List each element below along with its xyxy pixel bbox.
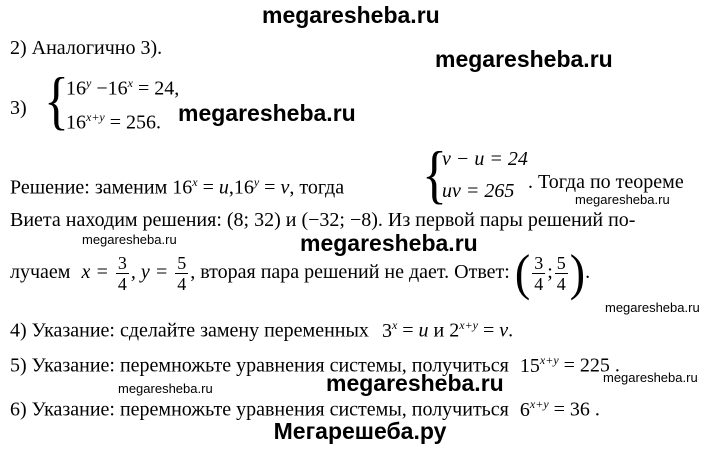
item-2-text: 2) Аналогично 3). [10,37,163,59]
solution-line-1: Решение: заменим $16^x = u,16^y = v$, тогда [10,175,345,199]
item-4-text: 4) Указание: сделайте замену переменных $3^x = u$ и $2^{x+y} = v$. [10,318,514,342]
item-6-text: 6) Указание: перемножьте уравнения системы, получиться $6^{x+y} = 36$ . [10,397,600,421]
answer-paren-left: ( [514,244,531,301]
solution-system [422,139,542,212]
fraction-y: $\frac{5}{4}$ [177,252,187,294]
watermark-right-small-2: megaresheba.ru [603,370,698,385]
watermark-top: megaresheba.ru [262,2,440,28]
solution-line-1-end: . Тогда по теореме [528,171,684,193]
watermark-right-mid: megaresheba.ru [575,192,670,207]
item-3-system [44,65,244,142]
watermark-center-low: megaresheba.ru [326,370,504,396]
watermark-right-upper: megaresheba.ru [435,46,613,72]
answer-fraction-1: $\frac{3}{4}$ [534,252,544,294]
watermark-mid-eq3: megaresheba.ru [178,100,356,126]
watermark-right-small-1: megaresheba.ru [605,300,700,315]
solution-system-eq-2: uv = 265 [442,180,515,202]
solution-line-3: лучаем x = $\frac{3}{4}$ , y = $\frac{5}{4}$ , вторая пара решений не дает. Ответ: ( $\frac{3}{4}$ ; $\frac{5}{4}$ ). [10,244,591,301]
answer-paren-right: ) [569,244,586,301]
solution-system-brace: { [422,139,447,211]
item-3-equation-2: $16^{x+y} = 256$. [66,110,162,134]
watermark-center-mid: megaresheba.ru [300,230,478,256]
item-3-equation-1: $16^y -16^x = 24$, [66,76,180,100]
solution-line-2: Виета находим решения: (8; 32) и (−32; −8). Из первой пары решений по- [10,209,636,231]
answer-fraction-2: $\frac{5}{4}$ [556,252,566,294]
item-3-label: 3) [10,97,27,119]
system-brace: { [44,65,69,137]
solution-system-eq-1: v − u = 24 [442,148,528,170]
item-5-text: 5) Указание: перемножьте уравнения системы, получиться $15^{x+y} = 225$ . [10,353,620,377]
watermark-left-small-2: megaresheba.ru [118,381,213,396]
footer-site-name: Мегарешеба.ру [273,418,447,444]
fraction-x: $\frac{3}{4}$ [117,252,127,294]
watermark-left-small-1: megaresheba.ru [82,232,177,247]
